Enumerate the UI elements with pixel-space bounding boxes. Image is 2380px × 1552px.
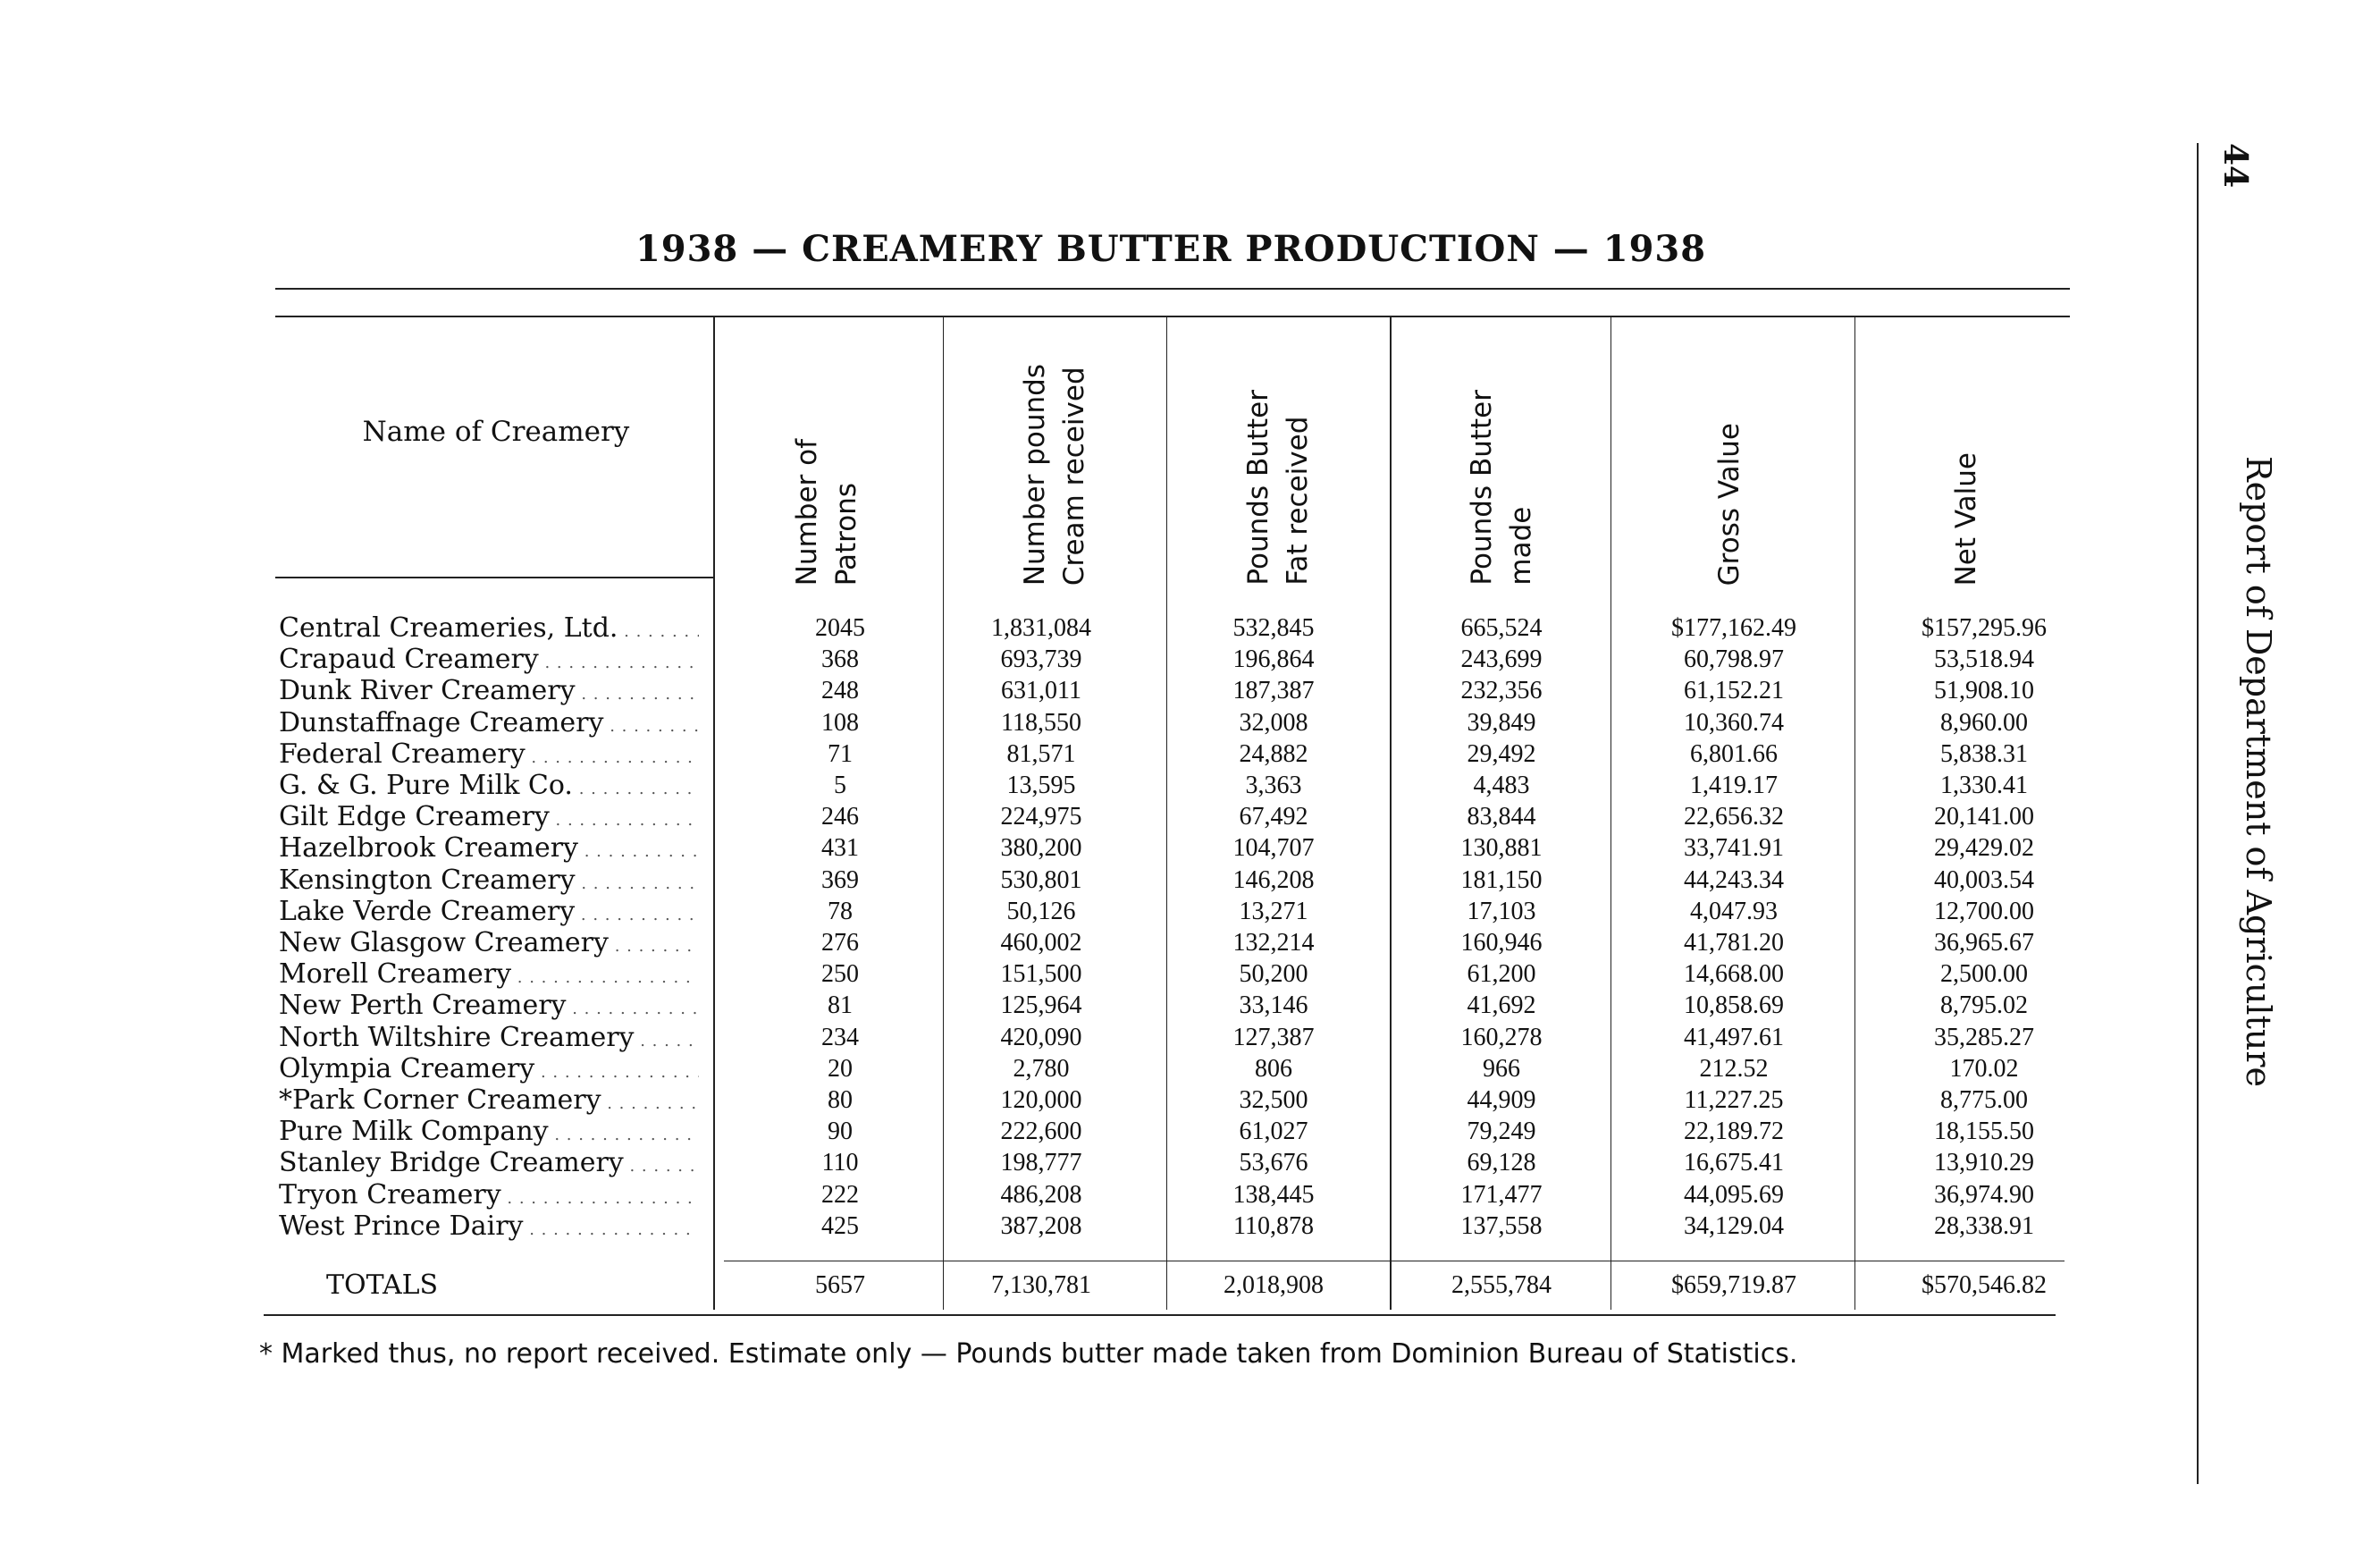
header-bottom-rule — [275, 577, 713, 578]
cell-patrons: 431 — [821, 834, 859, 863]
cell-cream: 118,550 — [1001, 708, 1081, 737]
cell-patrons: 234 — [821, 1023, 859, 1051]
creamery-name: Kensington Creamery . . . — [279, 865, 699, 899]
creamery-name: Dunstaffnage Creamery . . . — [279, 707, 699, 742]
table-row — [0, 1022, 2380, 1053]
cell-gross: 16,675.41 — [1684, 1149, 1784, 1177]
cell-cream: 693,739 — [1000, 645, 1082, 674]
cell-fat: 61,027 — [1239, 1118, 1308, 1146]
cell-butter: 29,492 — [1467, 739, 1536, 768]
table-row — [0, 1147, 2380, 1178]
cell-patrons: 78 — [828, 897, 853, 925]
cell-patrons: 250 — [821, 960, 859, 989]
cell-gross: 6,801.66 — [1690, 739, 1778, 768]
cell-patrons: 246 — [821, 803, 859, 831]
cell-butter: 171,477 — [1460, 1180, 1543, 1209]
cell-gross: 1,419.17 — [1690, 772, 1778, 799]
cell-butter: 232,356 — [1460, 677, 1543, 705]
table-row — [0, 1084, 2380, 1116]
cell-butter: 243,699 — [1460, 645, 1543, 674]
totals-gross: $659,719.87 — [1671, 1271, 1796, 1299]
cell-net: 13,910.29 — [1934, 1149, 2034, 1177]
cell-net: 36,965.67 — [1934, 929, 2034, 957]
cell-patrons: 81 — [828, 991, 853, 1020]
cell-gross: 212.52 — [1699, 1054, 1769, 1083]
cell-fat: 110,878 — [1233, 1211, 1314, 1240]
cell-fat: 32,500 — [1239, 1086, 1308, 1114]
cell-net: 51,908.10 — [1934, 677, 2034, 705]
cell-net: 28,338.91 — [1934, 1211, 2034, 1240]
cell-butter: 130,881 — [1460, 834, 1543, 863]
cell-patrons: 248 — [821, 677, 859, 705]
cell-cream: 530,801 — [1000, 865, 1082, 894]
cell-net: 8,795.02 — [1940, 991, 2028, 1020]
creamery-name: West Prince Dairy . . . — [279, 1210, 699, 1245]
creamery-name: Pure Milk Company . . . — [279, 1116, 699, 1151]
table-row — [0, 832, 2380, 864]
creamery-name: New Glasgow Creamery . . . — [279, 927, 699, 962]
table-row — [0, 644, 2380, 675]
cell-gross: 33,741.91 — [1684, 834, 1784, 863]
cell-fat: 13,271 — [1239, 897, 1308, 925]
totals-patrons: 5657 — [815, 1271, 865, 1299]
cell-butter: 17,103 — [1467, 897, 1536, 925]
cell-butter: 83,844 — [1467, 803, 1536, 831]
cell-cream: 13,595 — [1006, 772, 1076, 799]
table-row — [0, 1179, 2380, 1210]
header-butter-label: Pounds Butter made — [1466, 390, 1537, 586]
cell-net: 18,155.50 — [1934, 1118, 2034, 1146]
cell-net: 20,141.00 — [1934, 803, 2034, 831]
cell-cream: 224,975 — [1000, 803, 1082, 831]
table-row — [0, 958, 2380, 990]
cell-patrons: 2045 — [815, 614, 865, 642]
creamery-name: *Park Corner Creamery . . . — [279, 1084, 699, 1119]
cell-fat: 104,707 — [1232, 834, 1315, 863]
cell-fat: 132,214 — [1232, 929, 1315, 957]
bottom-rule — [264, 1314, 2056, 1316]
cell-fat: 806 — [1255, 1054, 1292, 1083]
cell-cream: 125,964 — [1000, 991, 1082, 1020]
header-gross-label: Gross Value — [1713, 422, 1745, 586]
cell-gross: 22,189.72 — [1684, 1118, 1784, 1146]
header-name-of-creamery: Name of Creamery — [362, 416, 630, 448]
creamery-name: Hazelbrook Creamery . . . — [279, 832, 699, 867]
table-row — [0, 990, 2380, 1021]
table-row — [0, 612, 2380, 644]
cell-butter: 79,249 — [1467, 1118, 1536, 1146]
creamery-name: North Wiltshire Creamery . . . — [279, 1022, 699, 1057]
margin-rule — [2197, 143, 2199, 1484]
cell-net: 170.02 — [1949, 1054, 2019, 1083]
cell-net: 5,838.31 — [1940, 739, 2028, 768]
cell-fat: 50,200 — [1239, 960, 1308, 989]
cell-fat: 32,008 — [1239, 708, 1308, 737]
footnote: * Marked thus, no report received. Estimate only — Pounds butter made taken from Dominion Bureau of Statistics. — [259, 1338, 1798, 1370]
cell-cream: 380,200 — [1000, 834, 1082, 863]
cell-cream: 2,780 — [1013, 1054, 1070, 1083]
cell-fat: 138,445 — [1232, 1180, 1315, 1209]
cell-cream: 387,208 — [1000, 1211, 1082, 1240]
cell-net: 8,775.00 — [1940, 1086, 2028, 1114]
cell-patrons: 110 — [821, 1149, 859, 1177]
cell-net: 53,518.94 — [1934, 645, 2034, 674]
cell-gross: 44,095.69 — [1684, 1180, 1784, 1209]
cell-butter: 966 — [1483, 1054, 1520, 1083]
header-fat — [1166, 322, 1390, 586]
totals-butter: 2,555,784 — [1451, 1271, 1552, 1299]
cell-patrons: 71 — [828, 739, 853, 768]
cell-net: 36,974.90 — [1934, 1180, 2034, 1209]
cell-fat: 532,845 — [1232, 614, 1315, 642]
cell-butter: 160,278 — [1460, 1023, 1543, 1051]
cell-cream: 120,000 — [1000, 1086, 1082, 1114]
cell-gross: 41,497.61 — [1684, 1023, 1784, 1051]
creamery-name: G. & G. Pure Milk Co. . . . — [279, 770, 699, 805]
table-row — [0, 1053, 2380, 1084]
totals-fat: 2,018,908 — [1224, 1271, 1324, 1299]
cell-cream: 50,126 — [1006, 897, 1076, 925]
cell-cream: 198,777 — [1000, 1149, 1082, 1177]
creamery-name: Dunk River Creamery . . . — [279, 675, 699, 710]
cell-patrons: 80 — [828, 1086, 853, 1114]
cell-patrons: 108 — [821, 708, 859, 737]
cell-patrons: 20 — [828, 1054, 853, 1083]
cell-cream: 420,090 — [1000, 1023, 1082, 1051]
cell-net: 12,700.00 — [1934, 897, 2034, 925]
totals-cream: 7,130,781 — [991, 1271, 1091, 1299]
cell-net: 8,960.00 — [1940, 708, 2028, 737]
creamery-name: Gilt Edge Creamery . . . — [279, 801, 699, 836]
table-row — [0, 1116, 2380, 1147]
creamery-name: Olympia Creamery . . . — [279, 1053, 699, 1088]
table-row — [0, 770, 2380, 801]
cell-gross: 10,858.69 — [1684, 991, 1784, 1020]
header-cream — [943, 322, 1166, 586]
cell-gross: 61,152.21 — [1684, 677, 1784, 705]
cell-cream: 486,208 — [1000, 1180, 1082, 1209]
table-row — [0, 865, 2380, 896]
cell-fat: 127,387 — [1232, 1023, 1315, 1051]
cell-patrons: 90 — [828, 1118, 853, 1146]
cell-cream: 81,571 — [1006, 739, 1076, 768]
cell-fat: 67,492 — [1239, 803, 1308, 831]
cell-net: 2,500.00 — [1940, 960, 2028, 989]
cell-net: $157,295.96 — [1922, 614, 2047, 642]
cell-patrons: 5 — [834, 772, 846, 799]
table-row — [0, 1210, 2380, 1242]
cell-patrons: 369 — [821, 865, 859, 894]
cell-butter: 44,909 — [1467, 1086, 1536, 1114]
cell-gross: 41,781.20 — [1684, 929, 1784, 957]
creamery-name: Stanley Bridge Creamery . . . — [279, 1147, 699, 1182]
cell-fat: 3,363 — [1245, 772, 1302, 799]
creamery-name: Central Creameries, Ltd. . . . — [279, 612, 699, 647]
cell-fat: 53,676 — [1239, 1149, 1308, 1177]
cell-gross: 22,656.32 — [1684, 803, 1784, 831]
cell-net: 35,285.27 — [1934, 1023, 2034, 1051]
top-rule — [275, 288, 2070, 290]
table-row — [0, 896, 2380, 927]
cell-fat: 196,864 — [1232, 645, 1315, 674]
totals-label: TOTALS — [326, 1269, 439, 1301]
cell-butter: 181,150 — [1460, 865, 1543, 894]
cell-patrons: 368 — [821, 645, 859, 674]
running-title: Report of Department of Agriculture — [2239, 456, 2278, 1087]
totals-row — [0, 1269, 2380, 1305]
cell-gross: 10,360.74 — [1684, 708, 1784, 737]
cell-gross: 14,668.00 — [1684, 960, 1784, 989]
cell-cream: 151,500 — [1000, 960, 1082, 989]
cell-cream: 631,011 — [1001, 677, 1081, 705]
cell-gross: 34,129.04 — [1684, 1211, 1784, 1240]
cell-patrons: 425 — [821, 1211, 859, 1240]
cell-butter: 137,558 — [1460, 1211, 1543, 1240]
cell-fat: 187,387 — [1232, 677, 1315, 705]
header-fat-label: Pounds Butter Fat received — [1242, 390, 1314, 586]
cell-fat: 33,146 — [1239, 991, 1308, 1020]
cell-cream: 1,831,084 — [991, 614, 1091, 642]
page-title: 1938 — CREAMERY BUTTER PRODUCTION — 1938 — [635, 228, 1707, 270]
header-gross — [1618, 322, 1841, 586]
creamery-name: Morell Creamery . . . — [279, 958, 699, 993]
cell-butter: 4,483 — [1473, 772, 1530, 799]
cell-butter: 41,692 — [1467, 991, 1536, 1020]
table-row — [0, 927, 2380, 958]
cell-butter: 61,200 — [1467, 960, 1536, 989]
cell-cream: 460,002 — [1000, 929, 1082, 957]
cell-gross: 11,227.25 — [1684, 1086, 1784, 1114]
header-cream-label: Number pounds Cream received — [1019, 363, 1090, 586]
cell-net: 40,003.54 — [1934, 865, 2034, 894]
cell-cream: 222,600 — [1000, 1118, 1082, 1146]
header-net — [1854, 322, 2078, 586]
top-rule-2 — [275, 316, 2070, 317]
cell-butter: 39,849 — [1467, 708, 1536, 737]
table-row — [0, 707, 2380, 738]
table-row — [0, 801, 2380, 832]
cell-gross: 60,798.97 — [1684, 645, 1784, 674]
creamery-name: Tryon Creamery . . . — [279, 1179, 699, 1214]
creamery-name: New Perth Creamery . . . — [279, 990, 699, 1025]
cell-gross: $177,162.49 — [1671, 614, 1796, 642]
creamery-name: Federal Creamery . . . — [279, 738, 699, 773]
cell-patrons: 222 — [821, 1180, 859, 1209]
cell-butter: 69,128 — [1467, 1149, 1536, 1177]
page-number: 44 — [2216, 143, 2254, 189]
cell-patrons: 276 — [821, 929, 859, 957]
cell-fat: 24,882 — [1239, 739, 1308, 768]
cell-gross: 4,047.93 — [1690, 897, 1778, 925]
cell-butter: 665,524 — [1460, 614, 1543, 642]
header-net-label: Net Value — [1950, 451, 1982, 586]
creamery-name: Crapaud Creamery . . . — [279, 644, 699, 679]
cell-net: 1,330.41 — [1940, 772, 2028, 799]
table-row — [0, 675, 2380, 706]
cell-fat: 146,208 — [1232, 865, 1315, 894]
header-patrons-label: Number of Patrons — [791, 438, 862, 586]
creamery-name: Lake Verde Creamery . . . — [279, 896, 699, 931]
totals-net: $570,546.82 — [1922, 1271, 2047, 1299]
header-patrons — [715, 322, 938, 586]
table-row — [0, 738, 2380, 770]
cell-butter: 160,946 — [1460, 929, 1543, 957]
cell-gross: 44,243.34 — [1684, 865, 1784, 894]
cell-net: 29,429.02 — [1934, 834, 2034, 863]
header-butter — [1390, 322, 1613, 586]
